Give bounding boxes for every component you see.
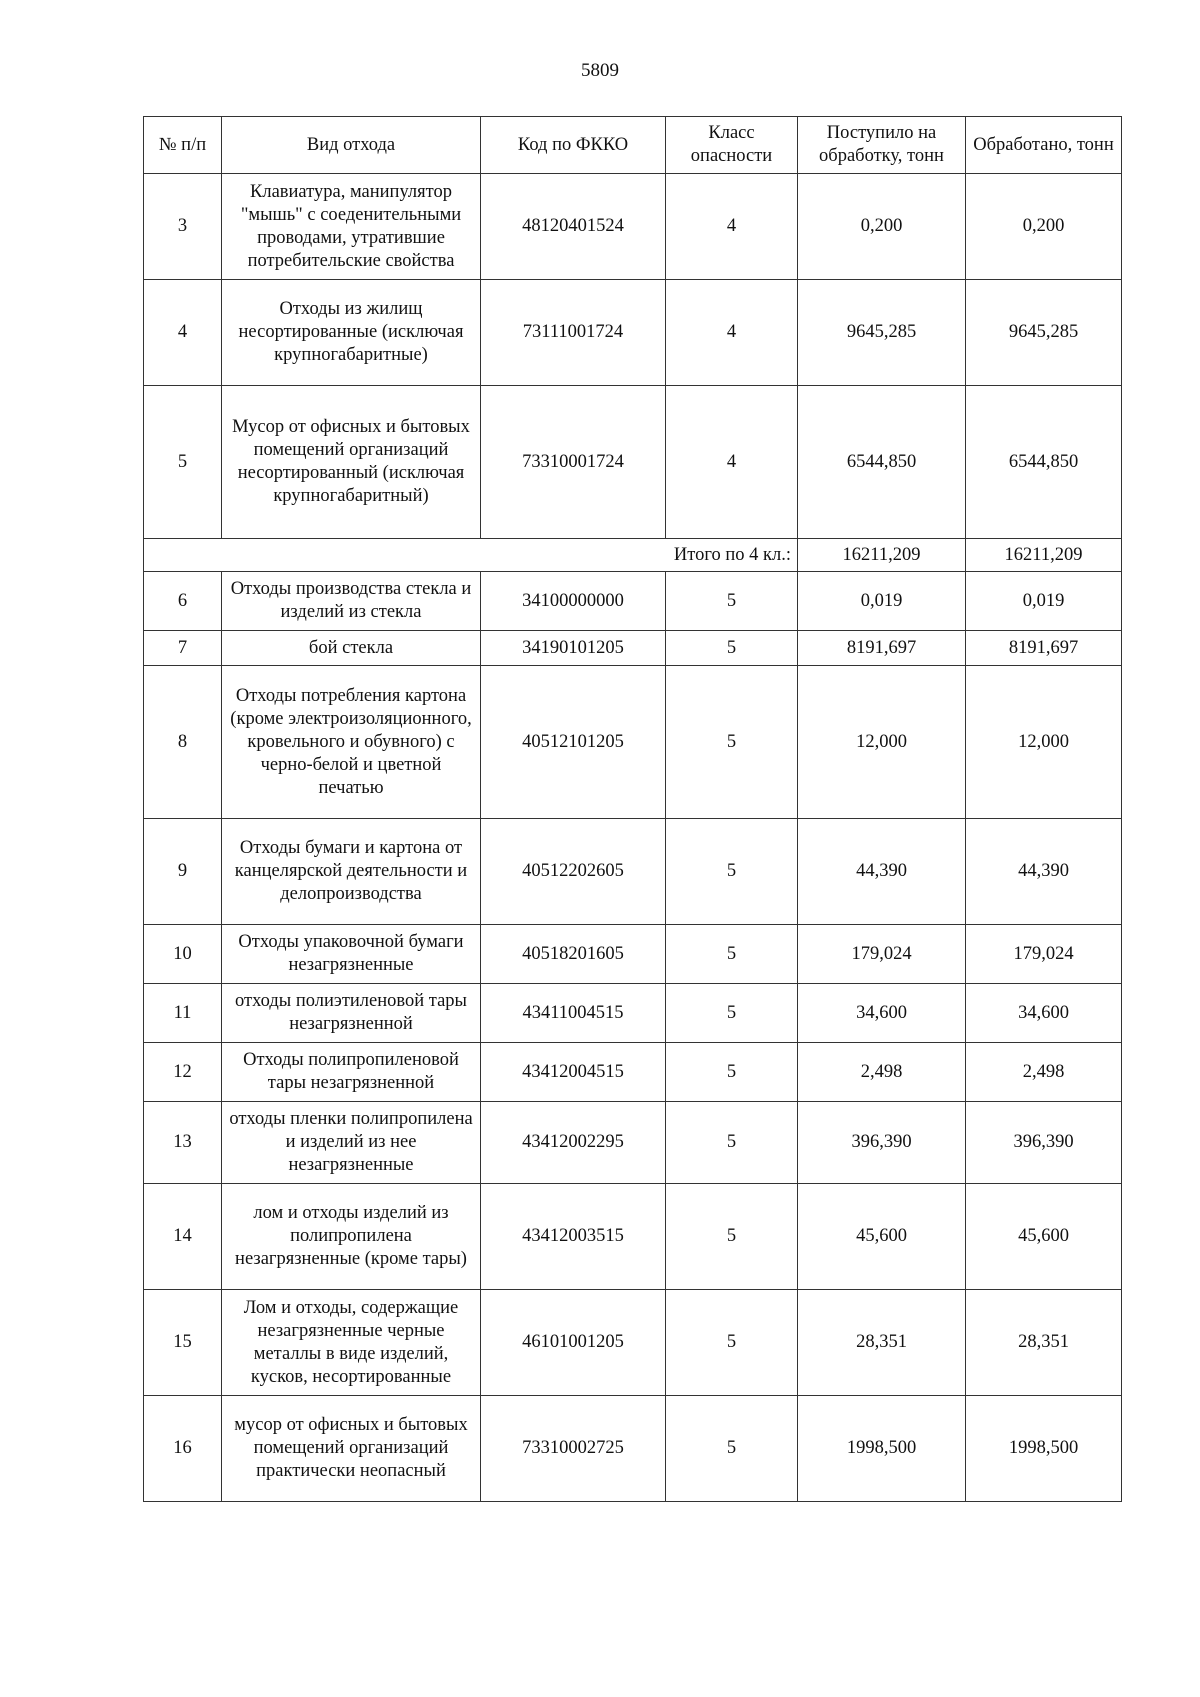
cell-processed: 0,019 [966,572,1122,631]
cell-fkko-code: 73111001724 [481,280,666,386]
cell-num: 5 [144,386,222,539]
cell-processed: 45,600 [966,1184,1122,1290]
cell-waste-type: Клавиатура, манипулятор "мышь" с соеденительными проводами, утратившие потребительские свойства [222,174,481,280]
cell-waste-type: Мусор от офисных и бытовых помещений организаций несортированный (исключая крупногабаритный) [222,386,481,539]
cell-hazard-class: 5 [666,631,798,666]
header-received: Поступило на обработку, тонн [798,117,966,174]
cell-num: 15 [144,1290,222,1396]
cell-num: 8 [144,666,222,819]
cell-num: 13 [144,1102,222,1184]
cell-num: 9 [144,819,222,925]
cell-processed: 34,600 [966,984,1122,1043]
table-header-row [144,117,1122,174]
cell-waste-type: Лом и отходы, содержащие незагрязненные черные металлы в виде изделий, кусков, несортированные [222,1290,481,1396]
cell-fkko-code: 43412003515 [481,1184,666,1290]
cell-hazard-class: 5 [666,1184,798,1290]
cell-waste-type: отходы полиэтиленовой тары незагрязненной [222,984,481,1043]
cell-num: 10 [144,925,222,984]
header-num: № п/п [144,117,222,174]
cell-hazard-class: 5 [666,819,798,925]
table-row [144,572,1122,631]
cell-waste-type: Отходы бумаги и картона от канцелярской деятельности и делопроизводства [222,819,481,925]
cell-fkko-code: 46101001205 [481,1290,666,1396]
header-hazard-class: Класс опасности [666,117,798,174]
subtotal-label: Итого по 4 кл.: [144,539,798,572]
cell-num: 7 [144,631,222,666]
cell-waste-type: мусор от офисных и бытовых помещений организаций практически неопасный [222,1396,481,1502]
cell-hazard-class: 5 [666,925,798,984]
table-row [144,984,1122,1043]
cell-hazard-class: 5 [666,1043,798,1102]
cell-waste-type: Отходы потребления картона (кроме электроизоляционного, кровельного и обувного) с черно-белой и цветной печатью [222,666,481,819]
cell-waste-type: отходы пленки полипропилена и изделий из нее незагрязненные [222,1102,481,1184]
cell-received: 179,024 [798,925,966,984]
cell-num: 14 [144,1184,222,1290]
cell-hazard-class: 5 [666,1396,798,1502]
cell-hazard-class: 5 [666,984,798,1043]
cell-num: 11 [144,984,222,1043]
cell-num: 3 [144,174,222,280]
cell-received: 0,200 [798,174,966,280]
cell-received: 28,351 [798,1290,966,1396]
table-row [144,280,1122,386]
cell-received: 45,600 [798,1184,966,1290]
cell-num: 6 [144,572,222,631]
cell-hazard-class: 5 [666,666,798,819]
cell-received: 0,019 [798,572,966,631]
table-row [144,666,1122,819]
table-row [144,1290,1122,1396]
cell-fkko-code: 40518201605 [481,925,666,984]
cell-processed: 6544,850 [966,386,1122,539]
waste-table [143,116,1122,1502]
cell-received: 1998,500 [798,1396,966,1502]
cell-processed: 8191,697 [966,631,1122,666]
cell-waste-type: Отходы производства стекла и изделий из стекла [222,572,481,631]
cell-waste-type: бой стекла [222,631,481,666]
header-waste-type: Вид отхода [222,117,481,174]
cell-processed: 28,351 [966,1290,1122,1396]
table-row [144,386,1122,539]
cell-num: 4 [144,280,222,386]
cell-received: 9645,285 [798,280,966,386]
cell-processed: 44,390 [966,819,1122,925]
cell-processed: 1998,500 [966,1396,1122,1502]
header-processed: Обработано, тонн [966,117,1122,174]
header-fkko-code: Код по ФККО [481,117,666,174]
cell-fkko-code: 73310001724 [481,386,666,539]
cell-hazard-class: 4 [666,174,798,280]
cell-hazard-class: 5 [666,1102,798,1184]
subtotal-row [144,539,1122,572]
cell-fkko-code: 48120401524 [481,174,666,280]
cell-received: 8191,697 [798,631,966,666]
page-number: 5809 [581,60,619,81]
subtotal-received: 16211,209 [798,539,966,572]
cell-processed: 179,024 [966,925,1122,984]
cell-received: 396,390 [798,1102,966,1184]
cell-waste-type: лом и отходы изделий из полипропилена незагрязненные (кроме тары) [222,1184,481,1290]
cell-processed: 9645,285 [966,280,1122,386]
cell-waste-type: Отходы упаковочной бумаги незагрязненные [222,925,481,984]
table-row [144,925,1122,984]
cell-fkko-code: 43412004515 [481,1043,666,1102]
cell-received: 12,000 [798,666,966,819]
cell-processed: 396,390 [966,1102,1122,1184]
table-row [144,1396,1122,1502]
table-row [144,174,1122,280]
table-row [144,1102,1122,1184]
cell-fkko-code: 34190101205 [481,631,666,666]
cell-waste-type: Отходы из жилищ несортированные (исключая крупногабаритные) [222,280,481,386]
cell-hazard-class: 4 [666,280,798,386]
subtotal-processed: 16211,209 [966,539,1122,572]
cell-fkko-code: 34100000000 [481,572,666,631]
cell-fkko-code: 43411004515 [481,984,666,1043]
cell-fkko-code: 73310002725 [481,1396,666,1502]
cell-received: 6544,850 [798,386,966,539]
cell-received: 44,390 [798,819,966,925]
cell-fkko-code: 40512101205 [481,666,666,819]
table-row [144,631,1122,666]
cell-hazard-class: 4 [666,386,798,539]
cell-waste-type: Отходы полипропиленовой тары незагрязненной [222,1043,481,1102]
cell-fkko-code: 43412002295 [481,1102,666,1184]
cell-processed: 0,200 [966,174,1122,280]
cell-hazard-class: 5 [666,572,798,631]
table-row [144,1184,1122,1290]
cell-fkko-code: 40512202605 [481,819,666,925]
cell-received: 2,498 [798,1043,966,1102]
cell-num: 16 [144,1396,222,1502]
cell-processed: 12,000 [966,666,1122,819]
table-row [144,819,1122,925]
table-row [144,1043,1122,1102]
cell-hazard-class: 5 [666,1290,798,1396]
cell-processed: 2,498 [966,1043,1122,1102]
cell-received: 34,600 [798,984,966,1043]
cell-num: 12 [144,1043,222,1102]
